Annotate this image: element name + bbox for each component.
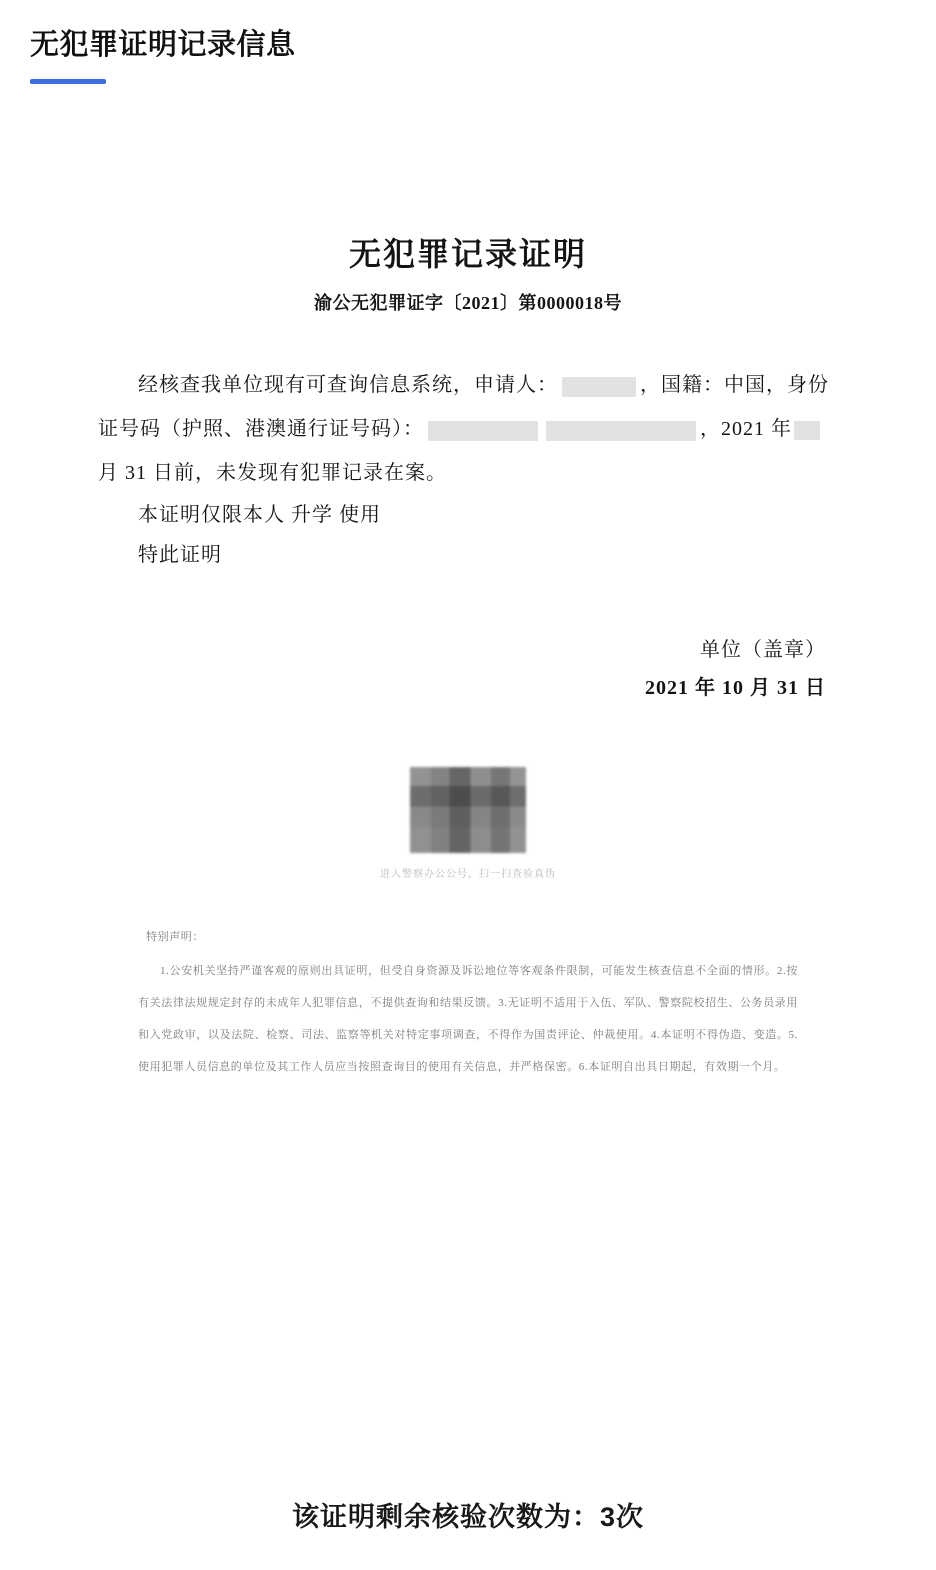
redacted-applicant-name (562, 377, 636, 397)
qr-seal-image (410, 767, 526, 853)
fineprint-title: 特别声明： (146, 931, 204, 944)
certificate-signature-block (88, 631, 848, 707)
body-segment-1: 经核查我单位现有可查询信息系统，申请人： (138, 374, 558, 397)
body-segment-3: ，2021 年 (700, 418, 792, 441)
seal-caption: 进入警察办公公号，扫一扫查验真伪 (380, 869, 556, 881)
certificate-serial-number: 渝公无犯罪证字〔2021〕第0000018号 (314, 293, 622, 314)
remaining-verification-count: 该证明剩余核验次数为：3次 (291, 1502, 644, 1532)
signature-unit: 单位（盖章） (700, 639, 826, 662)
redacted-id-number-part1 (428, 421, 538, 441)
page-header (0, 0, 936, 84)
signature-date: 2021 年 10 月 31 日 (645, 677, 826, 700)
certificate-document (88, 84, 848, 1084)
body-segment-2: ，国籍：中国，身份证号码（护照、港澳通行证号码）： (98, 374, 829, 441)
redacted-month (794, 421, 820, 440)
certificate-closing-line: 特此证明 (138, 544, 222, 567)
fineprint-body (138, 956, 798, 1084)
redacted-id-number-part2 (546, 421, 696, 441)
certificate-body-paragraph (88, 363, 848, 495)
seal-area (88, 767, 848, 880)
page-title: 无犯罪证明记录信息 (30, 29, 296, 61)
fineprint-block (138, 922, 798, 1083)
certificate-title: 无犯罪记录证明 (348, 235, 587, 272)
certificate-purpose-line: 本证明仅限本人 升学 使用 (138, 504, 381, 527)
fineprint-body-text: 1.公安机关坚持严谨客观的原则出具证明，但受自身资源及诉讼地位等客观条件限制，可能发生核查信息不全面的情形。2.按有关法律法规规定封存的未成年人犯罪信息，不提供查询和结果反馈。3.无证明不适用于入伍、军队、警察院校招生、公务员录用和入党政审，以及法院、检察、司法、监察等机关对特定事项调查，不得作为国责评论、仲裁使用。4.本证明不得伪造、变造。5.使用犯罪人员信息的单位及其工作人员应当按照查询目的使用有关信息，并严格保密。6.本证明自出具日期起，有效期一个月。 (138, 965, 798, 1073)
body-segment-4: 月 31 日前，未发现有犯罪记录在案。 (98, 462, 447, 485)
